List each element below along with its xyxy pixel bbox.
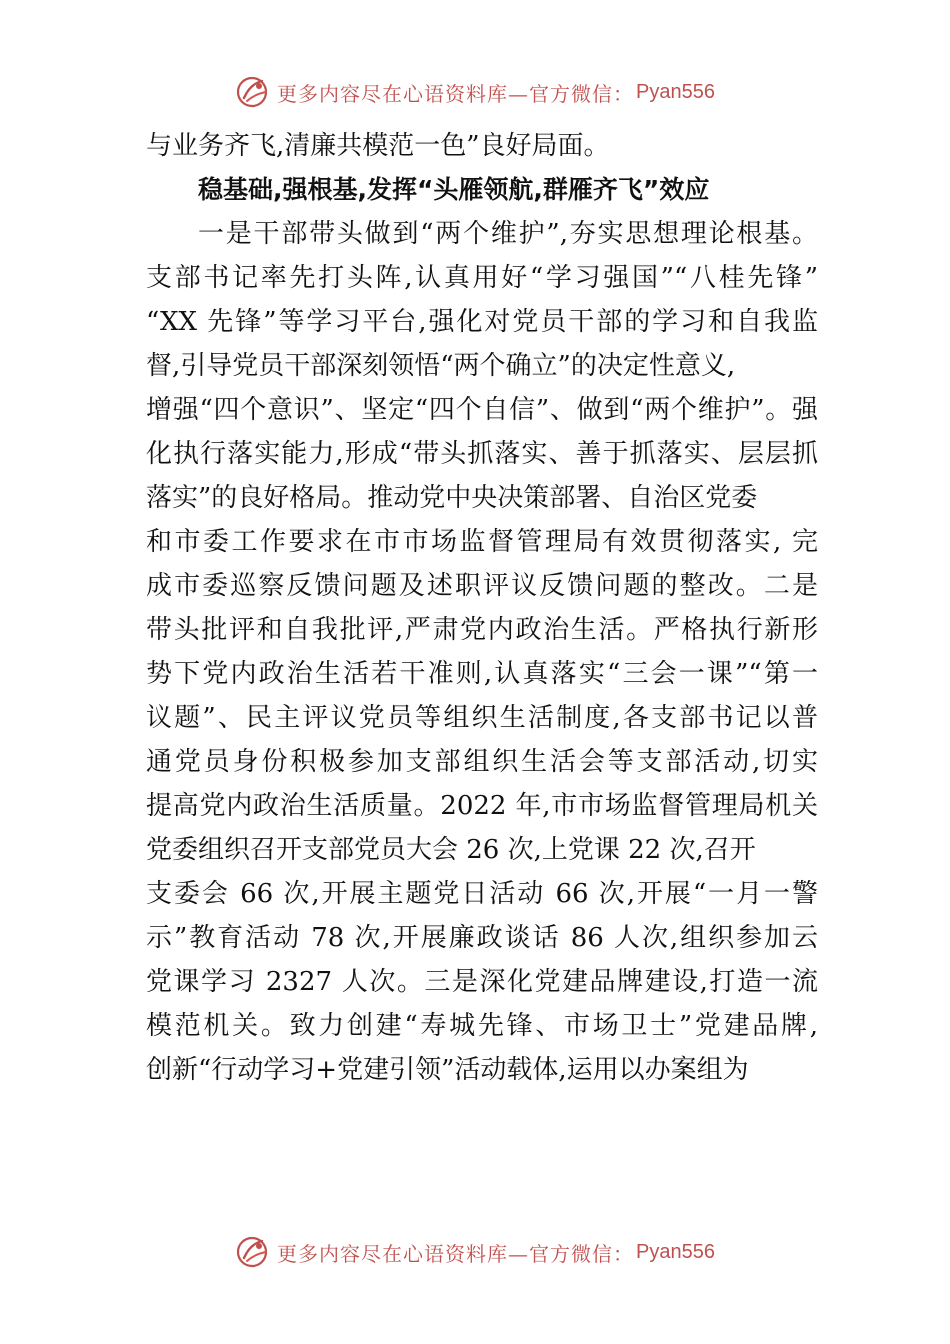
body-text-line: 党委组织召开支部党员大会 26 次,上党课 22 次,召开: [146, 835, 756, 865]
body-text-line: 提高党内政治生活质量。2022 年,市市场监督管理局机关: [146, 791, 818, 821]
body-text-line: 督,引导党员干部深刻领悟“两个确立”的决定性意义,: [146, 351, 736, 381]
body-text-line: 支委会 66 次,开展主题党日活动 66 次,开展“一月一警: [146, 879, 818, 909]
footer-banner-text: 更多内容尽在心语资料库—官方微信：: [277, 1241, 635, 1266]
body-text-line: 议题”、民主评议党员等组织生活制度,各支部书记以普: [146, 703, 818, 733]
body-text-line: 势下党内政治生活若干准则,认真落实“三会一课”“第一: [146, 659, 818, 689]
header-banner-text: 更多内容尽在心语资料库—官方微信：: [277, 81, 635, 106]
body-text-line: 支部书记率先打头阵,认真用好“学习强国”“八桂先锋”: [146, 263, 818, 293]
header-banner: [0, 70, 950, 114]
body-text-line: 带头批评和自我批评,严肃党内政治生活。严格执行新形: [146, 615, 818, 645]
footer-banner-wechat: Pyan556: [636, 1240, 715, 1263]
body-text-line: 与业务齐飞,清廉共模范一色”良好局面。: [146, 131, 610, 161]
body-text-line: 和市委工作要求在市市场监督管理局有效贯彻落实, 完: [146, 527, 818, 557]
header-banner-wechat: Pyan556: [636, 80, 715, 103]
body-text-line: “XX 先锋”等学习平台,强化对党员干部的学习和自我监: [146, 307, 818, 337]
document-body: [146, 124, 818, 1092]
body-text-line: 增强“四个意识”、坚定“四个自信”、做到“两个维护”。强: [146, 395, 818, 425]
body-text-line: 党课学习 2327 人次。三是深化党建品牌建设,打造一流: [146, 967, 818, 997]
footer-banner: [0, 1230, 950, 1274]
body-text-line: 落实”的良好格局。推动党中央决策部署、自治区党委: [146, 483, 758, 513]
body-text-line: 成市委巡察反馈问题及述职评议反馈问题的整改。二是: [146, 571, 818, 601]
body-text-line: 通党员身份积极参加支部组织生活会等支部活动,切实: [146, 747, 818, 777]
body-text-line: 创新“行动学习+党建引领”活动载体,运用以办案组为: [146, 1055, 749, 1085]
brand-logo-icon: [235, 74, 271, 110]
body-text-line: 化执行落实能力,形成“带头抓落实、善于抓落实、层层抓: [146, 439, 818, 469]
body-text-line: 一是干部带头做到“两个维护”,夯实思想理论根基。: [198, 219, 818, 249]
brand-logo-icon: [235, 1234, 271, 1270]
body-text-line: 模范机关。致力创建“寿城先锋、市场卫士”党建品牌,: [146, 1011, 818, 1041]
section-heading: 稳基础,强根基,发挥“头雁领航,群雁齐飞”效应: [198, 175, 710, 204]
body-text-line: 示”教育活动 78 次,开展廉政谈话 86 人次,组织参加云: [146, 923, 818, 953]
